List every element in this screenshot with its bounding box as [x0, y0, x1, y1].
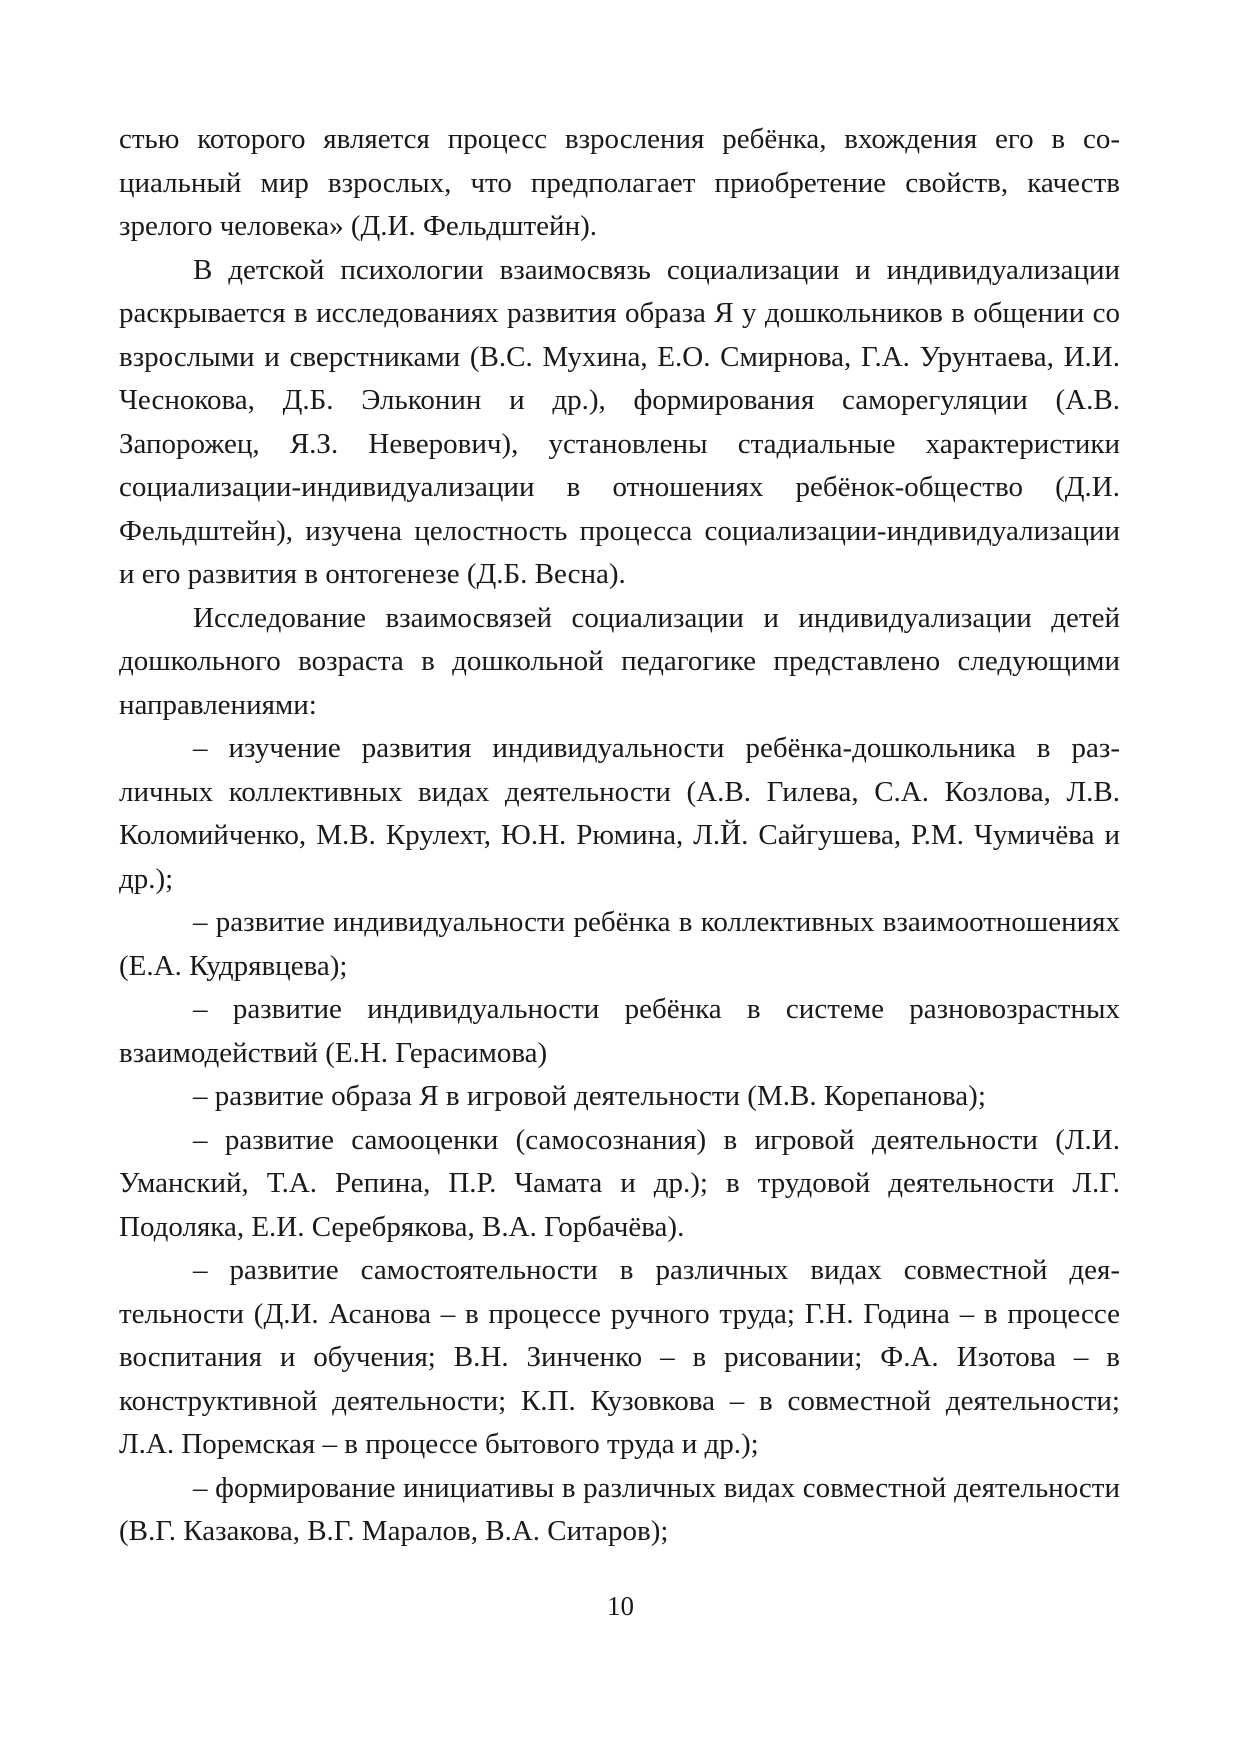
paragraph-child-psychology: В детской психологии взаимосвязь социализации и индивидуализации раскрывается в исследованиях развития образа Я у дошкольников в общении со взрослыми и сверстниками (В.С. Мухина, Е.О. Смирнова, Г.А. Урунтаева, И.И. Чеснокова, Д.Б. Эльконин и др.), формирования саморегуляции (А.В. Запорожец, Я.З. Неверович), установлены стадиальные характеристики социализации-индивидуализации в отношениях ребёнок-общество (Д.И. Фельдштейн), изучена целостность процесса социализации-индивидуализации и его развития в онтогенезе (Д.Б. Весна).	[119, 253, 1120, 590]
list-item: – развитие индивидуальности ребёнка в коллективных взаимоотношениях (Е.А. Кудрявцева);	[119, 906, 1120, 982]
list-item: – развитие самооценки (самосознания) в игровой деятельности (Л.И. Уманский, Т.А. Репина, П.Р. Чамата и др.); в трудовой деятельности Л.Г. Подоляка, Е.И. Серебрякова, В.А. Горбачёва).	[119, 1123, 1120, 1243]
list-item: – изучение развития индивидуальности ребёнка-дошкольника в различных коллективных видах деятельности (А.В. Гилева, С.А. Козлова, Л.В. Коломийченко, М.В. Крулехт, Ю.Н. Рюмина, Л.Й. Сайгушева, Р.М. Чумичёва и др.);	[119, 732, 1120, 895]
list-item: – развитие самостоятельности в различных видах совместной деятельности (Д.И. Асанова – в процессе ручного труда; Г.Н. Година – в процессе воспитания и обучения; В.Н. Зинченко – в рисовании; Ф.А. Изотова – в конструктивной деятельности; К.П. Кузовкова – в совместной деятельности; Л.А. Поремская – в процессе бытового труда и др.);	[119, 1254, 1120, 1460]
body-text	[119, 118, 1120, 1554]
list-item: – развитие индивидуальности ребёнка в системе разновозрастных взаимодействий (Е.Н. Герасимова)	[119, 993, 1120, 1069]
page-number: 10	[607, 1591, 634, 1621]
list-item: – формирование инициативы в различных видах совместной деятельности (В.Г. Казакова, В.Г. Маралов, В.А. Ситаров);	[119, 1471, 1120, 1547]
paragraph-continuation: стью которого является процесс взросления ребёнка, вхождения его в социальный мир взрослых, что предполагает приобретение свойств, качеств зрелого человека» (Д.И. Фельдштейн).	[119, 123, 1120, 242]
paragraph-research-directions: Исследование взаимосвязей социализации и индивидуализации детей дошкольного возраста в дошкольной педагогике представлено следующими направлениями:	[119, 601, 1120, 721]
list-item: – развитие образа Я в игровой деятельности (М.В. Корепанова);	[193, 1080, 986, 1112]
